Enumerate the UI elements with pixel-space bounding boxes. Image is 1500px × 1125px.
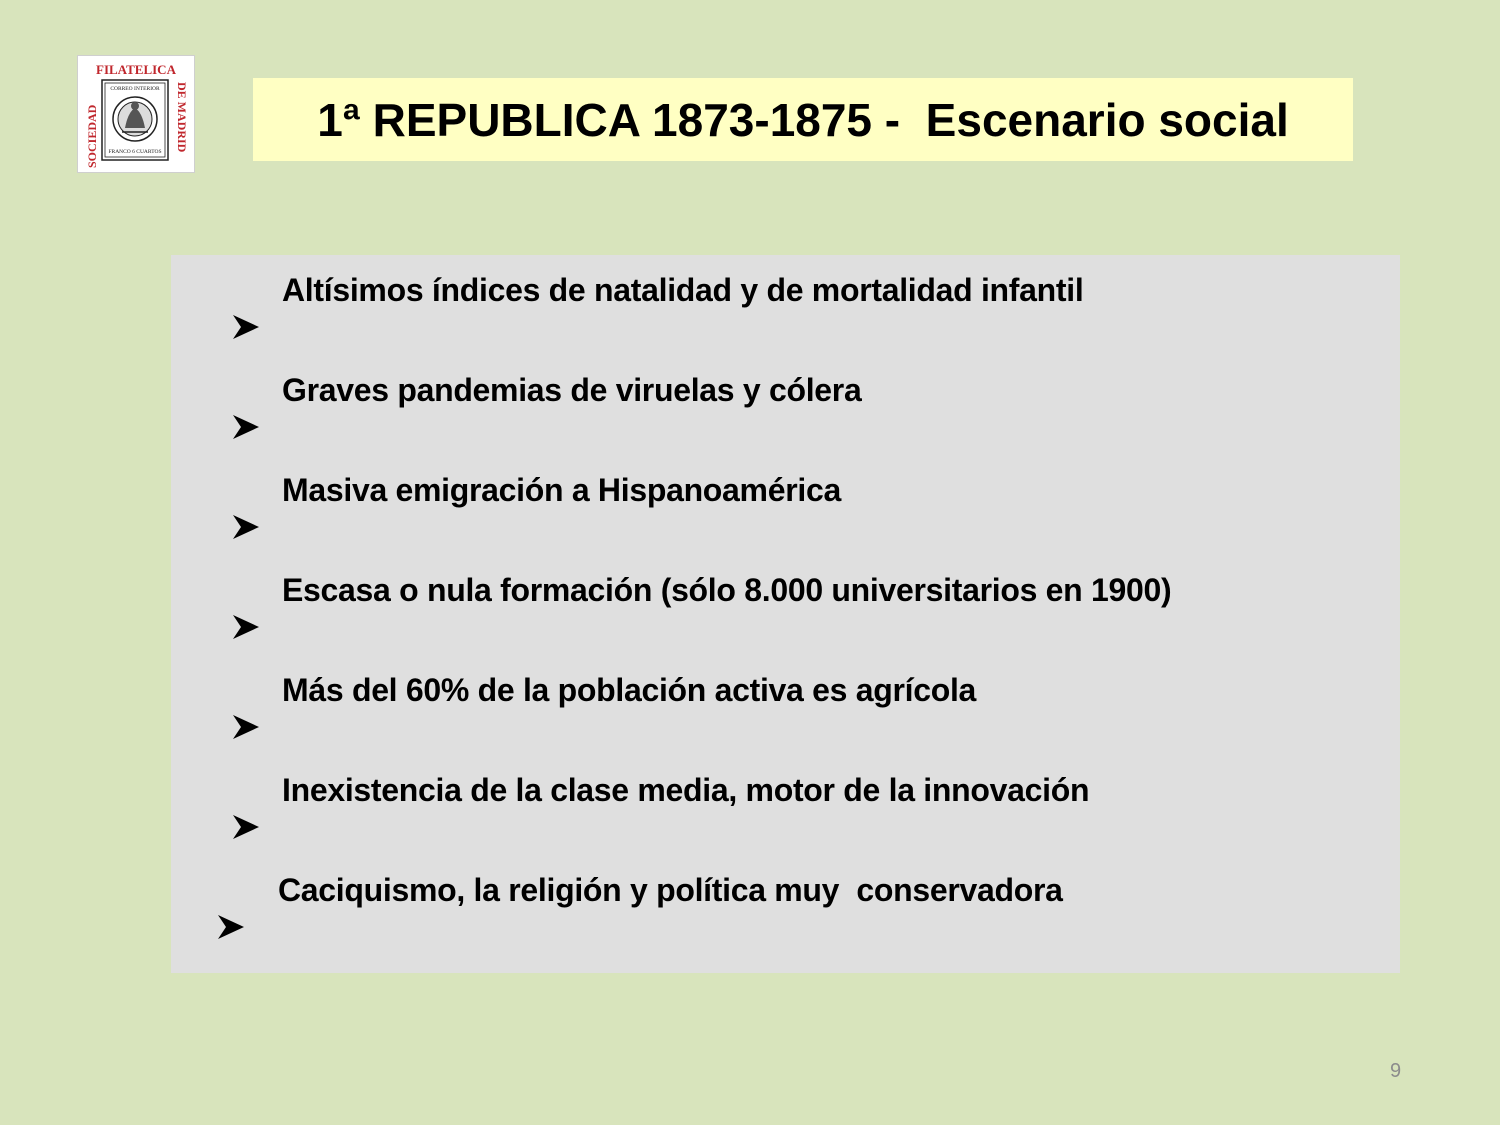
bullet-item-caciquismo (216, 872, 1063, 909)
bullet-text: Más del 60% de la población activa es agrícola (282, 672, 977, 708)
arrow-bullet-icon (231, 376, 261, 406)
page-title: 1ª REPUBLICA 1873-1875 - Escenario social (317, 93, 1289, 146)
logo-top-text: FILATELICA (96, 62, 176, 77)
bullet-item-birth-rates (231, 272, 1083, 309)
society-logo (77, 55, 195, 173)
logo-inner-bottom-text: FRANCO 6 CUARTOS (108, 149, 162, 155)
bullet-text: Graves pandemias de viruelas y cólera (282, 372, 862, 408)
arrow-bullet-icon (216, 876, 246, 906)
bullet-text: Masiva emigración a Hispanoamérica (282, 472, 841, 508)
arrow-bullet-icon (231, 776, 261, 806)
bullet-item-emigration (231, 472, 841, 509)
bullet-item-pandemics (231, 372, 861, 409)
arrow-bullet-icon (231, 476, 261, 506)
bullet-item-education (231, 572, 1171, 609)
logo-inner-top-text: CORREO INTERIOR (110, 86, 160, 92)
page-number: 9 (1390, 1060, 1402, 1082)
arrow-bullet-icon (231, 276, 261, 306)
bullet-text: Escasa o nula formación (sólo 8.000 universitarios en 1900) (282, 572, 1172, 608)
bullet-list-panel (171, 255, 1400, 973)
bullet-item-middle-class (231, 772, 1089, 809)
arrow-bullet-icon (231, 676, 261, 706)
title-banner (253, 78, 1353, 161)
stamp-emblem-icon (102, 80, 168, 160)
bullet-text: Altísimos índices de natalidad y de mortalidad infantil (282, 272, 1084, 308)
bullet-text: Caciquismo, la religión y política muy conservadora (278, 872, 1063, 908)
bullet-item-agriculture (231, 672, 976, 709)
logo-graphic (78, 56, 194, 172)
arrow-bullet-icon (231, 576, 261, 606)
bullet-text: Inexistencia de la clase media, motor de la innovación (282, 772, 1090, 808)
logo-right-text: DE MADRID (175, 82, 189, 153)
logo-left-text: SOCIEDAD (85, 104, 99, 168)
